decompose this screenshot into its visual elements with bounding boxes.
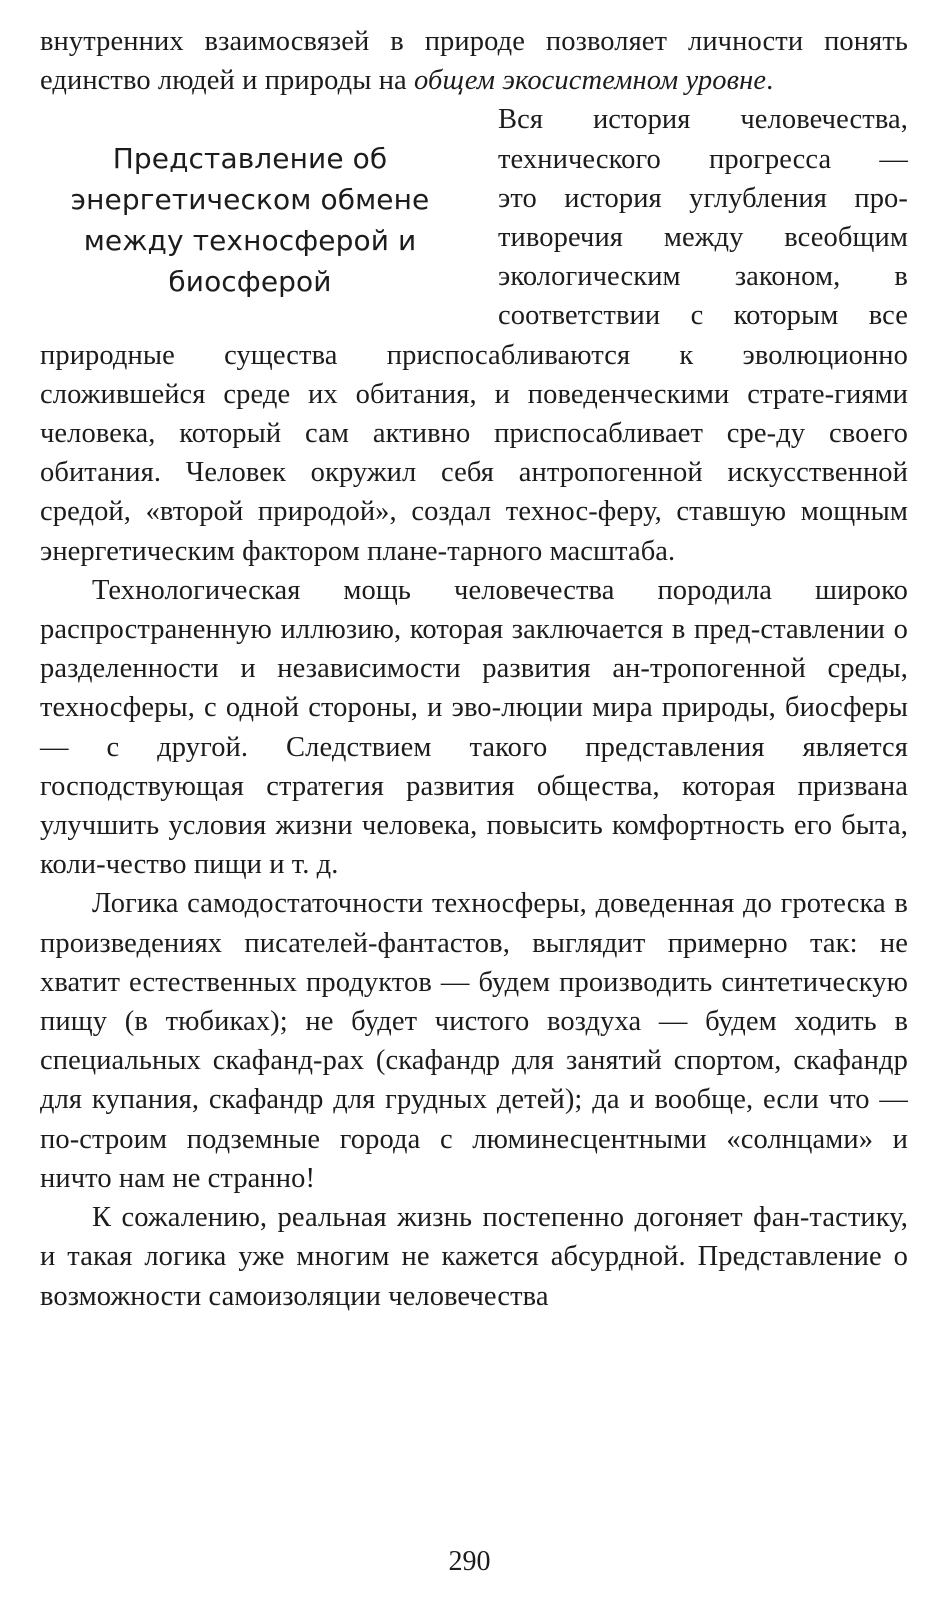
body-paragraph: Технологическая мощь человечества породила широко распространенную иллюзию, которая заключается в пред-ставлении о разделенности и независимости развития ан-тропогенной среды, техносферы, с одной стороны, и эво-люции мира природы, биосферы — с другой. Следствием такого представления является господствующая стратегия развития общества, которая призвана улучшить условия жизни человека, повысить комфортность его быта, коли-чество пищи и т. д. xyxy=(40,574,908,881)
side-line: тиворечия между всеобщим xyxy=(498,222,908,254)
page-number: 290 xyxy=(448,1546,491,1577)
intro-text: внутренних взаимосвязей в природе позволяет личности понять единство людей и природы на xyxy=(40,26,908,97)
side-line: технического прогресса — xyxy=(498,143,908,175)
intro-paragraph xyxy=(40,22,908,100)
page-body xyxy=(40,22,908,1316)
side-line: соответствии с которым все xyxy=(498,300,908,332)
side-line: Вся история человечества, xyxy=(498,104,908,136)
section-continuation: природные существа приспосабливаются к эволюционно сложившейся среде их обитания, и поведенческими страте-гиями человека, который сам активно приспосабливает сре-ду своего обитания. Человек окружил себя антропогенной искусственной средой, «второй природой», создал технос-феру, ставшую мощным энергетическим фактором плане-тарного масштаба. xyxy=(40,339,908,567)
body-paragraph: Логика самодостаточности техносферы, доведенная до гротеска в произведениях писателей-фантастов, выглядит примерно так: не хватит естественных продуктов — будем производить синтетическую пищу (в тюбиках); не будет чистого воздуха — будем ходить в специальных скафанд-рах (скафандр для занятий спортом, скафандр для купания, скафандр для грудных детей); да и вообще, если что — по-строим подземные города с люминесцентными «солнцами» и ничто нам не странно! xyxy=(40,888,908,1194)
section-header xyxy=(40,100,908,335)
intro-end: . xyxy=(766,65,774,97)
side-line: это история углубления про- xyxy=(498,182,908,214)
body-paragraph: К сожалению, реальная жизнь постепенно догоняет фан-тастику, и такая логика уже многим не кажется абсурдной. Представление о возможности самоизоляции человечества xyxy=(40,1202,908,1312)
section-side-text xyxy=(498,100,908,335)
section-heading: Представление об энергетическом обмене между техносферой и биосферой xyxy=(70,142,430,299)
intro-emphasis: общем экосистемном уровне xyxy=(414,65,767,97)
side-line: экологическим законом, в xyxy=(498,261,908,293)
